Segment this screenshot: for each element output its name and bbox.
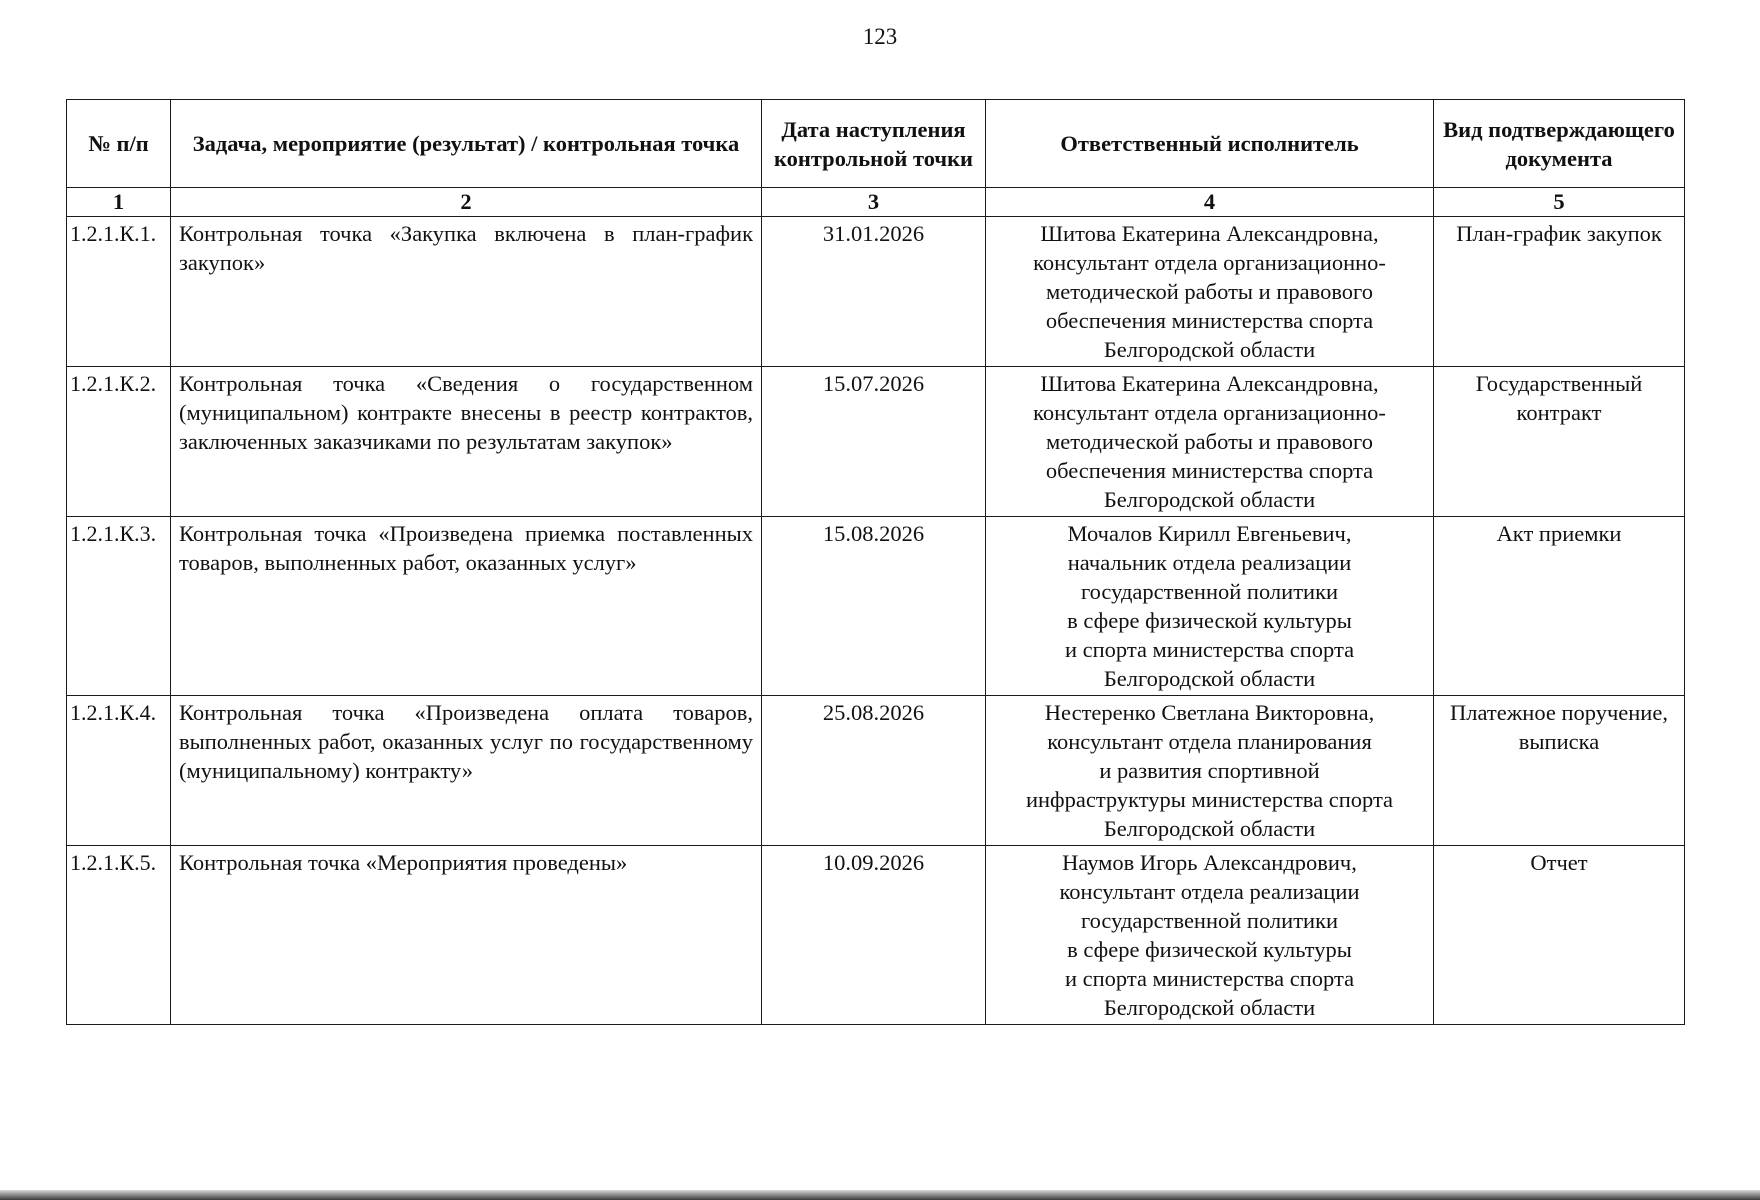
date-cell: 10.09.2026: [762, 846, 986, 1025]
page-number: 123: [862, 24, 898, 49]
task-cell: Контрольная точка «Закупка включена в план-график закупок»: [171, 217, 762, 367]
column-numbers-row: [67, 188, 1685, 217]
responsible-line: в сфере физической культуры: [1067, 608, 1352, 633]
document-cell: Государственный контракт: [1434, 367, 1685, 517]
control-points-table: [66, 99, 1685, 1025]
row-number: 1.2.1.К.3.: [67, 517, 171, 696]
responsible-line: Белгородской области: [1103, 666, 1316, 691]
responsible-line: обеспечения министерства спорта: [1045, 458, 1374, 483]
header-task: Задача, мероприятие (результат) / контрольная точка: [171, 100, 762, 188]
date-cell: 25.08.2026: [762, 696, 986, 846]
responsible-line: консультант отдела планирования: [1047, 729, 1372, 754]
responsible-cell: [986, 696, 1434, 846]
responsible-line: государственной политики: [1080, 579, 1339, 604]
responsible-line: Шитова Екатерина Александровна,: [1040, 371, 1379, 396]
column-number: 2: [171, 188, 762, 217]
header-document: Вид подтверждающего документа: [1434, 100, 1685, 188]
responsible-line: государственной политики: [1080, 908, 1339, 933]
responsible-cell: [986, 217, 1434, 367]
responsible-line: Нестеренко Светлана Викторовна,: [1044, 700, 1375, 725]
responsible-line: обеспечения министерства спорта: [1045, 308, 1374, 333]
column-number: 5: [1434, 188, 1685, 217]
responsible-line: и спорта министерства спорта: [1064, 966, 1355, 991]
responsible-line: в сфере физической культуры: [1067, 937, 1352, 962]
responsible-line: Шитова Екатерина Александровна,: [1040, 221, 1379, 246]
task-cell: Контрольная точка «Произведена приемка поставленных товаров, выполненных работ, оказанных услуг»: [171, 517, 762, 696]
responsible-line: Белгородской области: [1103, 816, 1316, 841]
task-cell: Контрольная точка «Сведения о государственном (муниципальном) контракте внесены в реестр контрактов, заключенных заказчиками по результатам закупок»: [171, 367, 762, 517]
row-number: 1.2.1.К.5.: [67, 846, 171, 1025]
task-cell: Контрольная точка «Произведена оплата товаров, выполненных работ, оказанных услуг по государственному (муниципальному) контракту»: [171, 696, 762, 846]
date-cell: 31.01.2026: [762, 217, 986, 367]
row-number: 1.2.1.К.1.: [67, 217, 171, 367]
column-number: 4: [986, 188, 1434, 217]
responsible-line: и развития спортивной: [1099, 758, 1320, 783]
task-cell: Контрольная точка «Мероприятия проведены»: [171, 846, 762, 1025]
responsible-line: Белгородской области: [1103, 337, 1316, 362]
header-date: Дата наступления контрольной точки: [762, 100, 986, 188]
responsible-line: начальник отдела реализации: [1067, 550, 1352, 575]
table-row: [67, 517, 1685, 696]
table-row: [67, 846, 1685, 1025]
table-header-row: [67, 100, 1685, 188]
document-cell: Отчет: [1434, 846, 1685, 1025]
responsible-cell: [986, 367, 1434, 517]
row-number: 1.2.1.К.4.: [67, 696, 171, 846]
responsible-line: Белгородской области: [1103, 487, 1316, 512]
responsible-line: консультант отдела организационно-: [1033, 400, 1386, 425]
responsible-line: консультант отдела реализации: [1059, 879, 1360, 904]
table-row: [67, 217, 1685, 367]
scan-bottom-edge: [0, 1190, 1760, 1200]
responsible-line: консультант отдела организационно-: [1033, 250, 1386, 275]
responsible-line: методической работы и правового: [1046, 429, 1373, 454]
row-number: 1.2.1.К.2.: [67, 367, 171, 517]
responsible-line: методической работы и правового: [1046, 279, 1373, 304]
document-cell: План-график закупок: [1434, 217, 1685, 367]
responsible-line: Наумов Игорь Александрович,: [1062, 850, 1357, 875]
header-responsible: Ответственный исполнитель: [986, 100, 1434, 188]
date-cell: 15.08.2026: [762, 517, 986, 696]
date-cell: 15.07.2026: [762, 367, 986, 517]
document-cell: Платежное поручение, выписка: [1434, 696, 1685, 846]
table-row: [67, 696, 1685, 846]
responsible-cell: [986, 517, 1434, 696]
column-number: 1: [67, 188, 171, 217]
responsible-line: Белгородской области: [1103, 995, 1316, 1020]
responsible-line: и спорта министерства спорта: [1064, 637, 1355, 662]
table-row: [67, 367, 1685, 517]
responsible-cell: [986, 846, 1434, 1025]
column-number: 3: [762, 188, 986, 217]
responsible-line: Мочалов Кирилл Евгеньевич,: [1067, 521, 1352, 546]
document-cell: Акт приемки: [1434, 517, 1685, 696]
responsible-line: инфраструктуры министерства спорта: [1025, 787, 1394, 812]
header-number: № п/п: [67, 100, 171, 188]
